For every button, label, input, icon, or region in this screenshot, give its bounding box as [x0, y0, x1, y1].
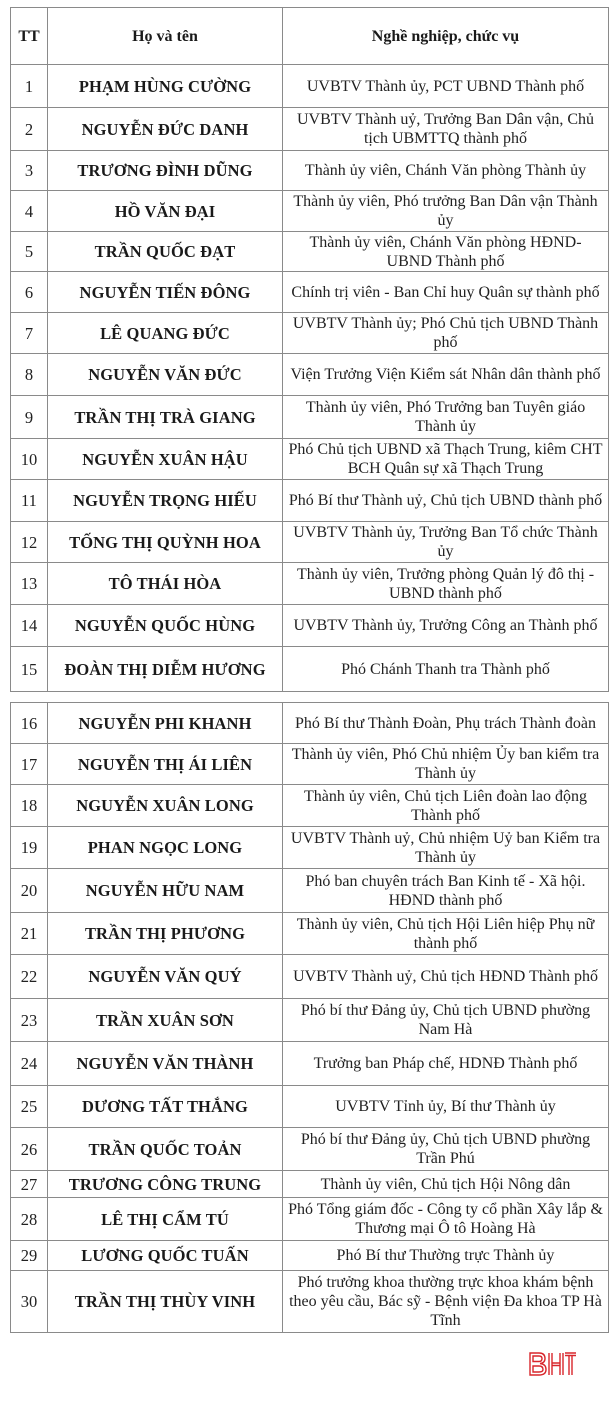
row-number: 20: [11, 869, 48, 913]
candidate-name: LƯƠNG QUỐC TUẤN: [48, 1241, 283, 1271]
row-number: 14: [11, 605, 48, 647]
table-row: [11, 65, 609, 108]
candidate-name: NGUYỄN VĂN QUÝ: [48, 955, 283, 999]
row-number: 27: [11, 1171, 48, 1198]
candidate-name: NGUYỄN QUỐC HÙNG: [48, 605, 283, 647]
header-job: Nghề nghiệp, chức vụ: [283, 8, 609, 65]
row-number: 2: [11, 108, 48, 151]
table-row: [11, 480, 609, 522]
candidate-name: NGUYỄN TRỌNG HIẾU: [48, 480, 283, 522]
table-row: [11, 232, 609, 272]
candidate-position: Viện Trưởng Viện Kiểm sát Nhân dân thành phố: [283, 354, 609, 396]
row-number: 10: [11, 439, 48, 480]
row-number: 28: [11, 1198, 48, 1241]
candidate-name: TRƯƠNG ĐÌNH DŨNG: [48, 151, 283, 191]
candidate-position: Thành ủy viên, Chánh Văn phòng HĐND-UBND Thành phố: [283, 232, 609, 272]
table-row: [11, 869, 609, 913]
row-number: 3: [11, 151, 48, 191]
row-number: 16: [11, 703, 48, 744]
candidate-name: TRẦN QUỐC ĐẠT: [48, 232, 283, 272]
table-row: [11, 563, 609, 605]
candidate-name: TRẦN THỊ THÙY VINH: [48, 1271, 283, 1333]
candidate-name: NGUYỄN HỮU NAM: [48, 869, 283, 913]
table-row: [11, 605, 609, 647]
table-row: [11, 955, 609, 999]
candidate-position: Thành ủy viên, Trưởng phòng Quản lý đô thị - UBND thành phố: [283, 563, 609, 605]
candidate-name: TRẦN QUỐC TOẢN: [48, 1128, 283, 1171]
table-row: [11, 439, 609, 480]
row-number: 11: [11, 480, 48, 522]
candidate-name: ĐOÀN THỊ DIỄM HƯƠNG: [48, 647, 283, 692]
candidate-name: TRẦN THỊ PHƯƠNG: [48, 913, 283, 955]
candidate-position: UVBTV Thành ủy, Trưởng Công an Thành phố: [283, 605, 609, 647]
row-number: 25: [11, 1086, 48, 1128]
table-row: [11, 827, 609, 869]
candidate-position: Thành ủy viên, Chủ tịch Hội Liên hiệp Phụ nữ thành phố: [283, 913, 609, 955]
candidate-position: Phó Bí thư Thường trực Thành ủy: [283, 1241, 609, 1271]
row-number: 4: [11, 191, 48, 232]
candidate-position: Thành ủy viên, Chánh Văn phòng Thành ủy: [283, 151, 609, 191]
candidate-name: PHAN NGỌC LONG: [48, 827, 283, 869]
table-row: [11, 1086, 609, 1128]
row-number: 21: [11, 913, 48, 955]
candidate-position: Thành ủy viên, Chủ tịch Liên đoàn lao động Thành phố: [283, 785, 609, 827]
table-row: [11, 1128, 609, 1171]
candidate-name: NGUYỄN PHI KHANH: [48, 703, 283, 744]
candidate-name: NGUYỄN THỊ ÁI LIÊN: [48, 744, 283, 785]
table-row: [11, 354, 609, 396]
table-body: [11, 65, 609, 1333]
candidate-position: UVBTV Thành uỷ, Chủ tịch HĐND Thành phố: [283, 955, 609, 999]
table-row: [11, 1271, 609, 1333]
table-row: [11, 151, 609, 191]
bht-logo-watermark: [527, 1351, 577, 1377]
candidate-position: Thành ủy viên, Phó trưởng Ban Dân vận Thành ủy: [283, 191, 609, 232]
bht-logo-icon: [530, 1353, 576, 1375]
candidate-name: TRƯƠNG CÔNG TRUNG: [48, 1171, 283, 1198]
candidate-name: HỒ VĂN ĐẠI: [48, 191, 283, 232]
candidate-position: Phó ban chuyên trách Ban Kinh tế - Xã hội. HĐND thành phố: [283, 869, 609, 913]
table-row: [11, 785, 609, 827]
row-number: 24: [11, 1042, 48, 1086]
row-number: 23: [11, 999, 48, 1042]
candidate-name: DƯƠNG TẤT THẮNG: [48, 1086, 283, 1128]
row-number: 6: [11, 272, 48, 313]
candidate-name: NGUYỄN ĐỨC DANH: [48, 108, 283, 151]
candidate-name: NGUYỄN VĂN THÀNH: [48, 1042, 283, 1086]
candidate-name: NGUYỄN XUÂN HẬU: [48, 439, 283, 480]
table-row: [11, 999, 609, 1042]
candidate-position: Thành ủy viên, Phó Chủ nhiệm Ủy ban kiểm tra Thành ủy: [283, 744, 609, 785]
row-number: 18: [11, 785, 48, 827]
candidate-position: Phó Bí thư Thành uỷ, Chủ tịch UBND thành phố: [283, 480, 609, 522]
row-number: 19: [11, 827, 48, 869]
table-row: [11, 108, 609, 151]
candidate-position: Phó trưởng khoa thường trực khoa khám bệnh theo yêu cầu, Bác sỹ - Bệnh viện Đa khoa TP Hà Tĩnh: [283, 1271, 609, 1333]
candidate-name: NGUYỄN TIẾN ĐÔNG: [48, 272, 283, 313]
candidate-name: PHẠM HÙNG CƯỜNG: [48, 65, 283, 108]
image-seam-divider: [11, 692, 609, 703]
row-number: 17: [11, 744, 48, 785]
row-number: 12: [11, 522, 48, 563]
row-number: 13: [11, 563, 48, 605]
row-number: 29: [11, 1241, 48, 1271]
candidate-position: Phó bí thư Đảng ủy, Chủ tịch UBND phường Trần Phú: [283, 1128, 609, 1171]
candidate-name: TỐNG THỊ QUỲNH HOA: [48, 522, 283, 563]
candidate-name: TRẦN XUÂN SƠN: [48, 999, 283, 1042]
row-number: 22: [11, 955, 48, 999]
table-row: [11, 1198, 609, 1241]
seam-gap: [11, 692, 609, 703]
header-tt: TT: [11, 8, 48, 65]
candidate-position: UVBTV Tỉnh ủy, Bí thư Thành ủy: [283, 1086, 609, 1128]
table-row: [11, 313, 609, 354]
table-header-row: [11, 8, 609, 65]
row-number: 1: [11, 65, 48, 108]
table-row: [11, 272, 609, 313]
candidate-position: Phó Chánh Thanh tra Thành phố: [283, 647, 609, 692]
row-number: 30: [11, 1271, 48, 1333]
candidate-name: NGUYỄN XUÂN LONG: [48, 785, 283, 827]
table-row: [11, 191, 609, 232]
table-row: [11, 647, 609, 692]
candidate-position: Phó Chủ tịch UBND xã Thạch Trung, kiêm CHT BCH Quân sự xã Thạch Trung: [283, 439, 609, 480]
candidate-name: NGUYỄN VĂN ĐỨC: [48, 354, 283, 396]
candidate-name: LÊ THỊ CẨM TÚ: [48, 1198, 283, 1241]
document: [10, 7, 608, 1333]
candidate-position: UVBTV Thành ủy; Phó Chủ tịch UBND Thành phố: [283, 313, 609, 354]
candidate-name: LÊ QUANG ĐỨC: [48, 313, 283, 354]
table-row: [11, 522, 609, 563]
candidate-position: Chính trị viên - Ban Chỉ huy Quân sự thành phố: [283, 272, 609, 313]
table-row: [11, 1171, 609, 1198]
row-number: 15: [11, 647, 48, 692]
row-number: 26: [11, 1128, 48, 1171]
candidate-table: [10, 7, 609, 1333]
candidate-position: Phó Tổng giám đốc - Công ty cổ phần Xây lắp & Thương mại Ô tô Hoàng Hà: [283, 1198, 609, 1241]
row-number: 5: [11, 232, 48, 272]
candidate-position: Phó Bí thư Thành Đoàn, Phụ trách Thành đoàn: [283, 703, 609, 744]
row-number: 7: [11, 313, 48, 354]
header-name: Họ và tên: [48, 8, 283, 65]
table-row: [11, 744, 609, 785]
candidate-position: UVBTV Thành ủy, Trưởng Ban Tổ chức Thành ủy: [283, 522, 609, 563]
candidate-name: TRẦN THỊ TRÀ GIANG: [48, 396, 283, 439]
candidate-position: UVBTV Thành ủy, PCT UBND Thành phố: [283, 65, 609, 108]
candidate-position: Thành ủy viên, Phó Trưởng ban Tuyên giáo Thành ủy: [283, 396, 609, 439]
candidate-position: Trưởng ban Pháp chế, HDNĐ Thành phố: [283, 1042, 609, 1086]
candidate-position: Thành ủy viên, Chủ tịch Hội Nông dân: [283, 1171, 609, 1198]
table-row: [11, 1241, 609, 1271]
table-row: [11, 396, 609, 439]
table-row: [11, 913, 609, 955]
candidate-name: TÔ THÁI HÒA: [48, 563, 283, 605]
table-row: [11, 703, 609, 744]
table-row: [11, 1042, 609, 1086]
candidate-position: UVBTV Thành uỷ, Chủ nhiệm Uỷ ban Kiểm tra Thành ủy: [283, 827, 609, 869]
candidate-position: UVBTV Thành uỷ, Trưởng Ban Dân vận, Chủ tịch UBMTTQ thành phố: [283, 108, 609, 151]
row-number: 8: [11, 354, 48, 396]
row-number: 9: [11, 396, 48, 439]
candidate-position: Phó bí thư Đảng ủy, Chủ tịch UBND phường Nam Hà: [283, 999, 609, 1042]
